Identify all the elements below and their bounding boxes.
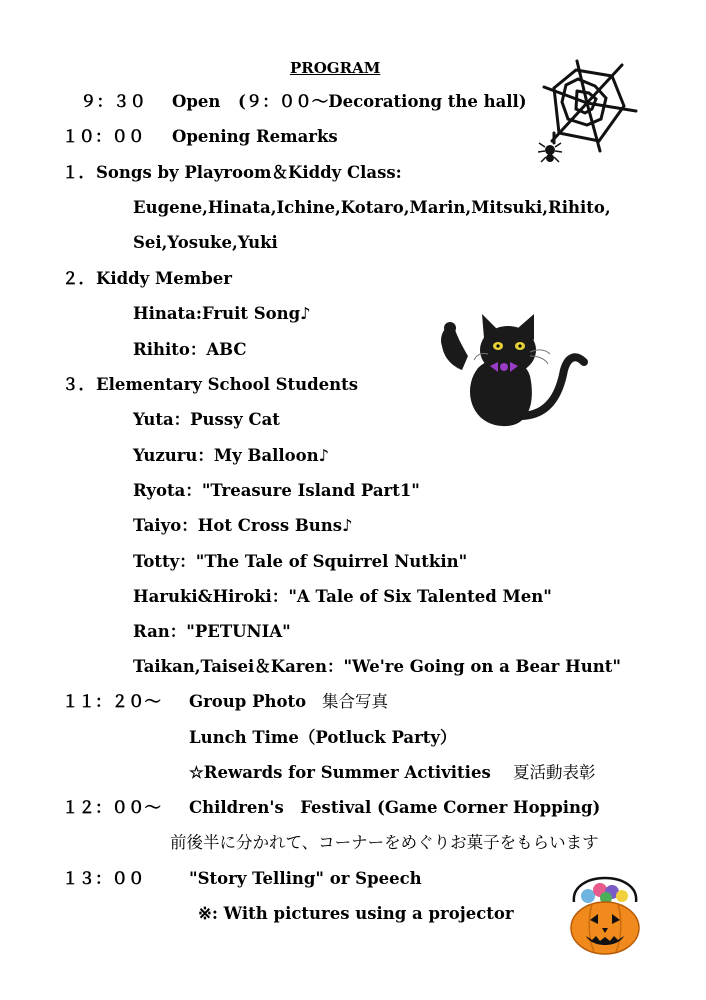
item-lunch: Lunch Time（Potluck Party） xyxy=(189,728,457,747)
pumpkin-candy-basket-icon xyxy=(566,858,644,958)
performance-item: Yuzuru：My Balloon♪ xyxy=(133,446,330,465)
performance-item: Taiyo：Hot Cross Buns♪ xyxy=(133,516,353,535)
performance-item: Ryota："Treasure Island Part1" xyxy=(133,481,420,500)
section-title-2: Kiddy Member xyxy=(96,269,232,288)
section-number-2: ２． xyxy=(62,269,95,288)
page-title: PROGRAM xyxy=(290,59,381,77)
black-cat-icon xyxy=(432,312,592,436)
item-festival: Children's Festival (Game Corner Hopping) xyxy=(189,798,601,817)
performance-item: Taikan,Taisei＆Karen："We're Going on a Bear Hunt" xyxy=(133,657,621,676)
section-number-3: ３． xyxy=(62,375,95,394)
performance-item: Haruki&Hiroki："A Tale of Six Talented Men" xyxy=(133,587,552,606)
item-group-photo-jp: 集合写真 xyxy=(322,692,388,711)
time-1120: １１：２０～ xyxy=(62,692,161,711)
item-open: Open xyxy=(172,92,221,111)
time-1200: １２：００～ xyxy=(62,798,161,817)
performance-item: Hinata:Fruit Song♪ xyxy=(133,304,311,323)
time-opening: １０：００ xyxy=(62,127,145,146)
item-festival-jp: 前後半に分かれて、コーナーをめぐりお菓子をもらいます xyxy=(170,833,599,852)
performance-item: Rihito：ABC xyxy=(133,340,247,359)
item-story-note: ※: With pictures using a projector xyxy=(198,904,514,923)
item-story-telling: "Story Telling" or Speech xyxy=(189,869,422,888)
item-group-photo: Group Photo xyxy=(189,692,307,711)
time-1300: １３：００ xyxy=(62,869,145,888)
item-rewards: ☆Rewards for Summer Activities xyxy=(189,763,491,782)
performance-item: Totty："The Tale of Squirrel Nutkin" xyxy=(133,552,468,571)
performer-names: Sei,Yosuke,Yuki xyxy=(133,233,278,252)
performance-item: Ran："PETUNIA" xyxy=(133,622,291,641)
item-open-note: (９：００～Decorationg the hall) xyxy=(238,92,527,111)
section-title-1: Songs by Playroom＆Kiddy Class: xyxy=(96,163,402,182)
time-open: ９：３０ xyxy=(80,92,146,111)
section-title-3: Elementary School Students xyxy=(96,375,359,394)
performer-names: Eugene,Hinata,Ichine,Kotaro,Marin,Mitsuki,Rihito, xyxy=(133,198,611,217)
item-rewards-jp: 夏活動表彰 xyxy=(513,763,596,782)
item-opening-remarks: Opening Remarks xyxy=(172,127,338,146)
section-number-1: １． xyxy=(62,163,95,182)
spider-web-icon xyxy=(532,55,642,165)
performance-item: Yuta：Pussy Cat xyxy=(133,410,280,429)
